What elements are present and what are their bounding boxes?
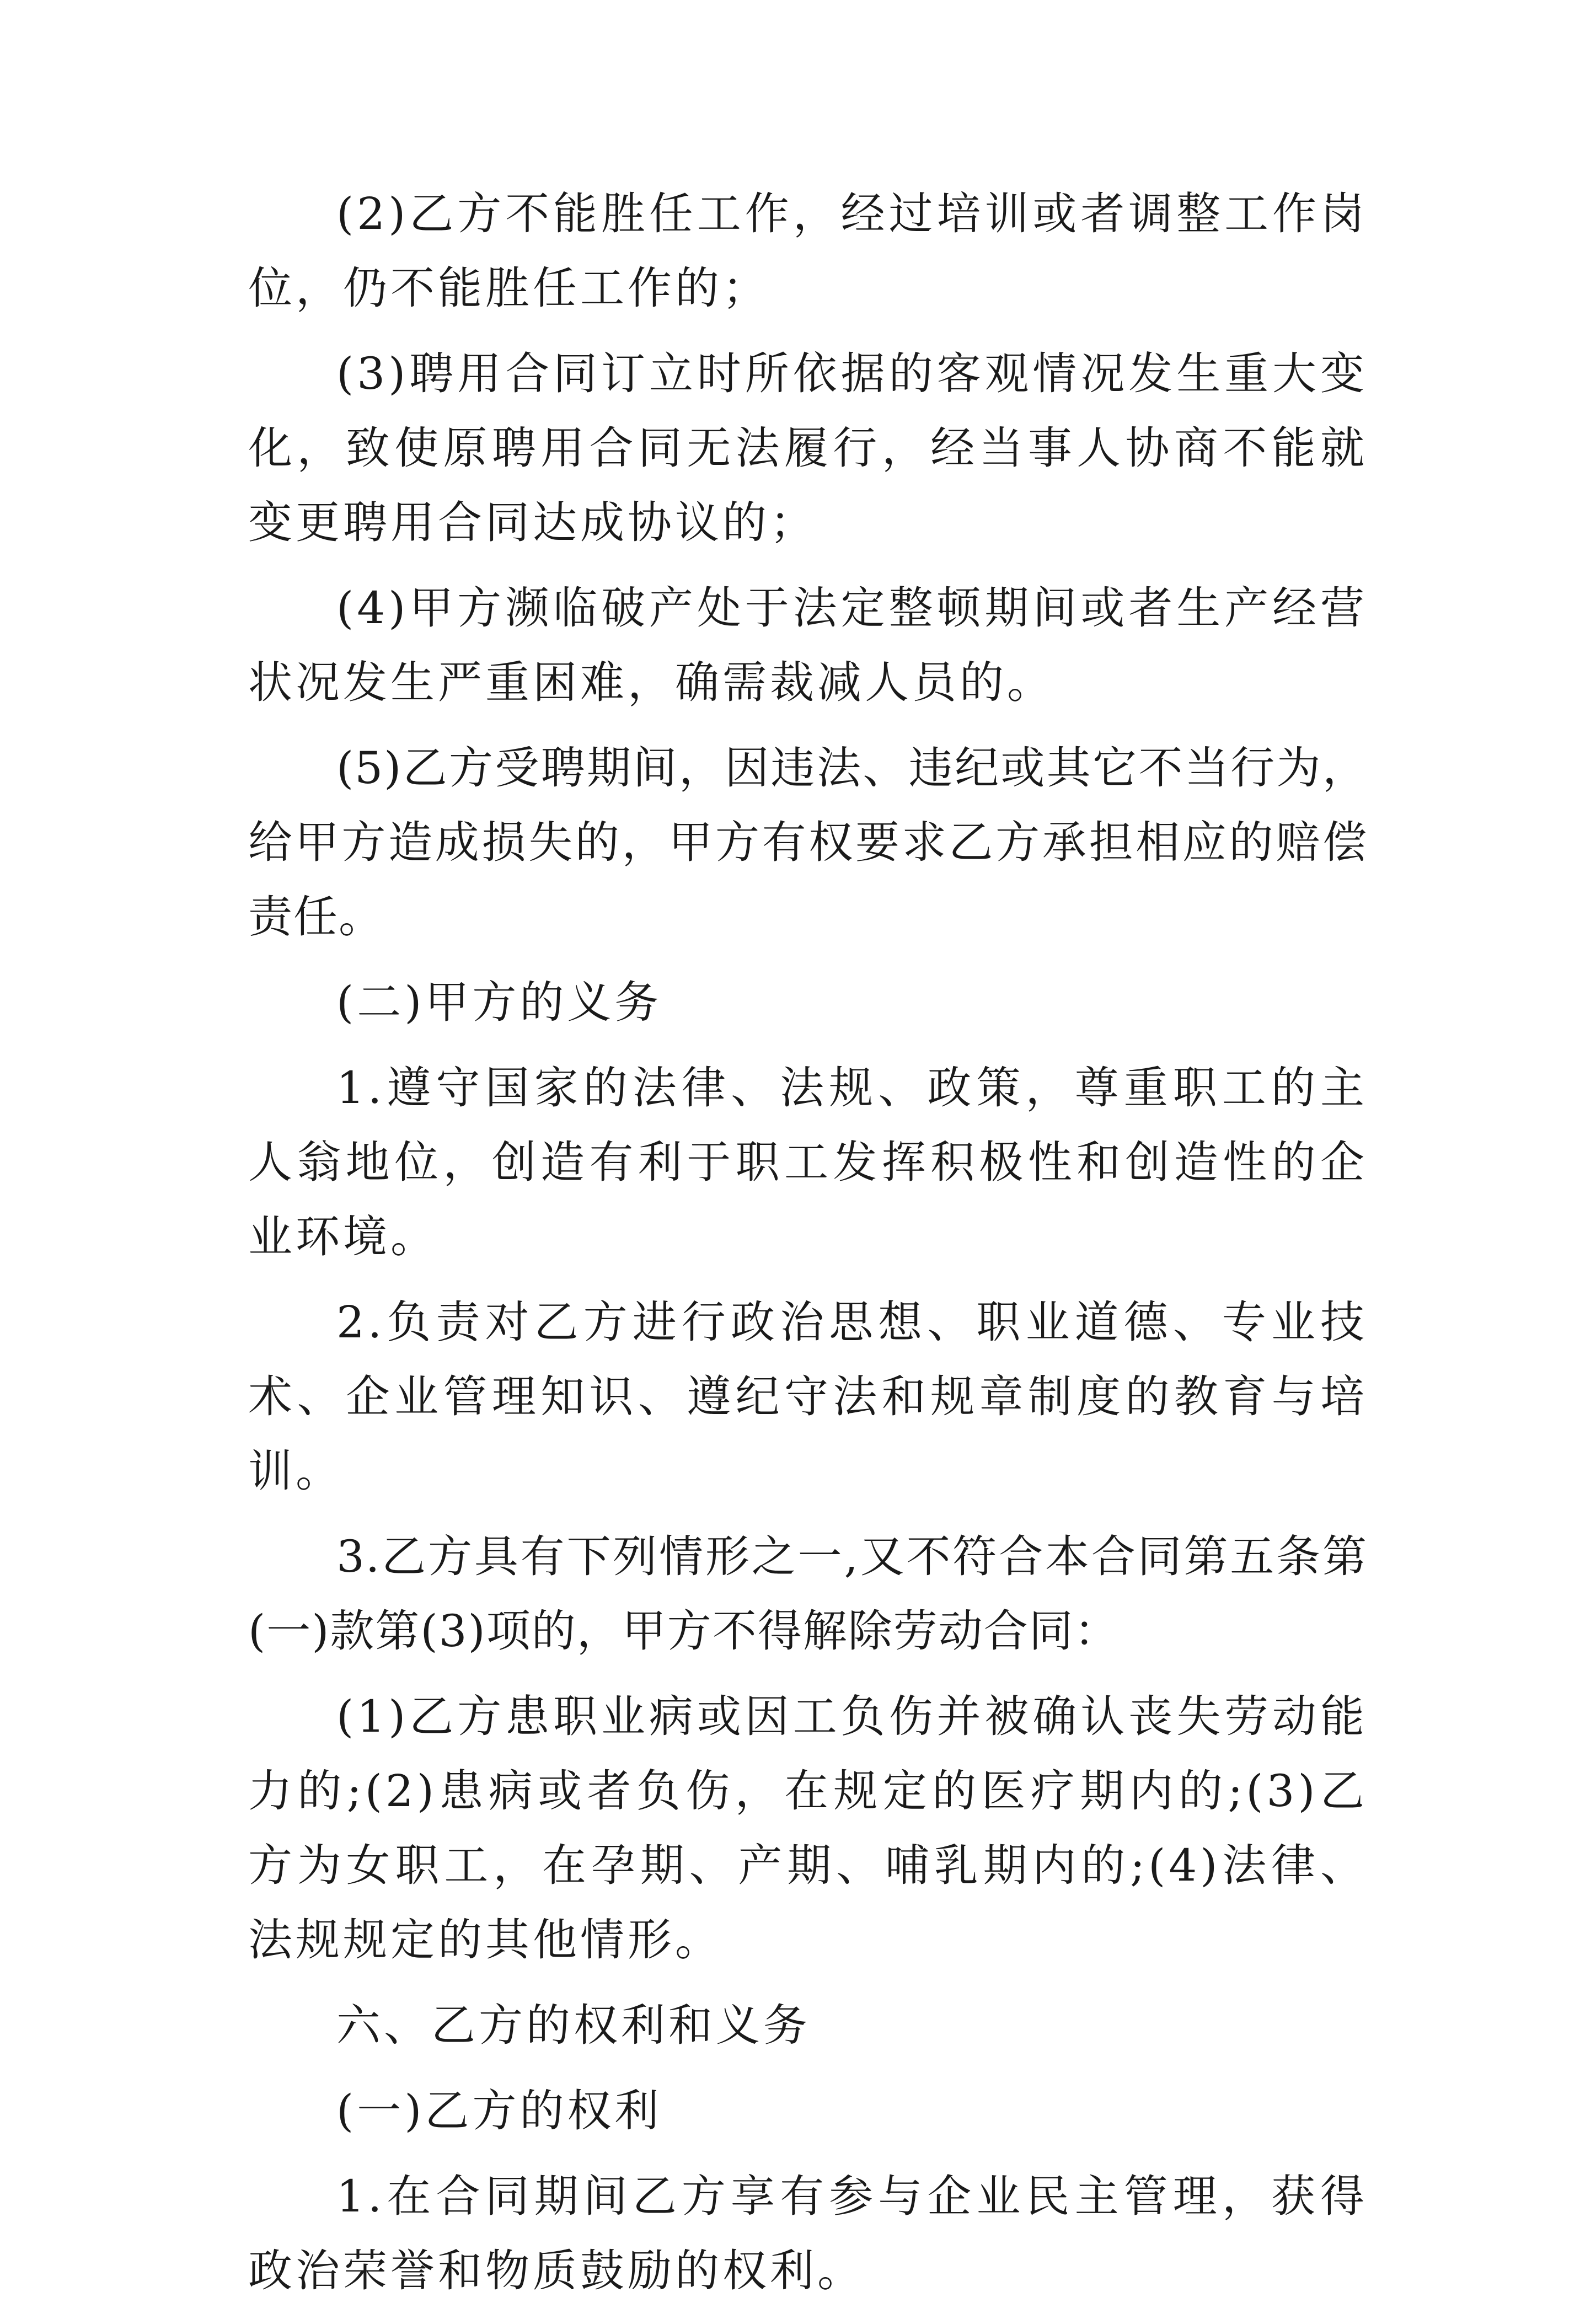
section-heading-employer-obligations: (二)甲方的义务 bbox=[336, 977, 662, 1028]
paragraph-obligation-2: 2.负责对乙方进行政治思想、职业道德、专业技术、企业管理知识、遵纪守法和规章制度的教育与培训。 bbox=[248, 1297, 1368, 1497]
paragraph-obligation-1: 1.遵守国家的法律、法规、政策，尊重职工的主人翁地位，创造有利于职工发挥积极性和创造性的企业环境。 bbox=[248, 1062, 1368, 1262]
document-body bbox=[248, 176, 1368, 2319]
paragraph-right-1: 1.在合同期间乙方享有参与企业民主管理，获得政治荣誉和物质鼓励的权利。 bbox=[248, 2171, 1368, 2296]
paragraph-obligation-3: 3.乙方具有下列情形之一,又不符合本合同第五条第(一)款第(3)项的，甲方不得解除劳动合同： bbox=[248, 1531, 1368, 1657]
paragraph-clause-3: (3)聘用合同订立时所依据的客观情况发生重大变化，致使原聘用合同无法履行，经当事人协商不能就变更聘用合同达成协议的； bbox=[248, 348, 1368, 548]
paragraph-clause-2: (2)乙方不能胜任工作，经过培训或者调整工作岗位，仍不能胜任工作的； bbox=[248, 188, 1368, 314]
section-heading-employee-rights-obligations: 六、乙方的权利和义务 bbox=[336, 2000, 811, 2051]
section-heading-employee-rights: (一)乙方的权利 bbox=[336, 2085, 662, 2136]
paragraph-clause-5: (5)乙方受聘期间，因违法、违纪或其它不当行为，给甲方造成损失的，甲方有权要求乙方承担相应的赔偿责任。 bbox=[248, 742, 1368, 942]
paragraph-situations-list: (1)乙方患职业病或因工负伤并被确认丧失劳动能力的;(2)患病或者负伤，在规定的医疗期内的;(3)乙方为女职工，在孕期、产期、哺乳期内的;(4)法律、法规规定的其他情形。 bbox=[248, 1691, 1368, 1965]
paragraph-clause-4: (4)甲方濒临破产处于法定整顿期间或者生产经营状况发生严重困难，确需裁减人员的。 bbox=[248, 582, 1368, 708]
